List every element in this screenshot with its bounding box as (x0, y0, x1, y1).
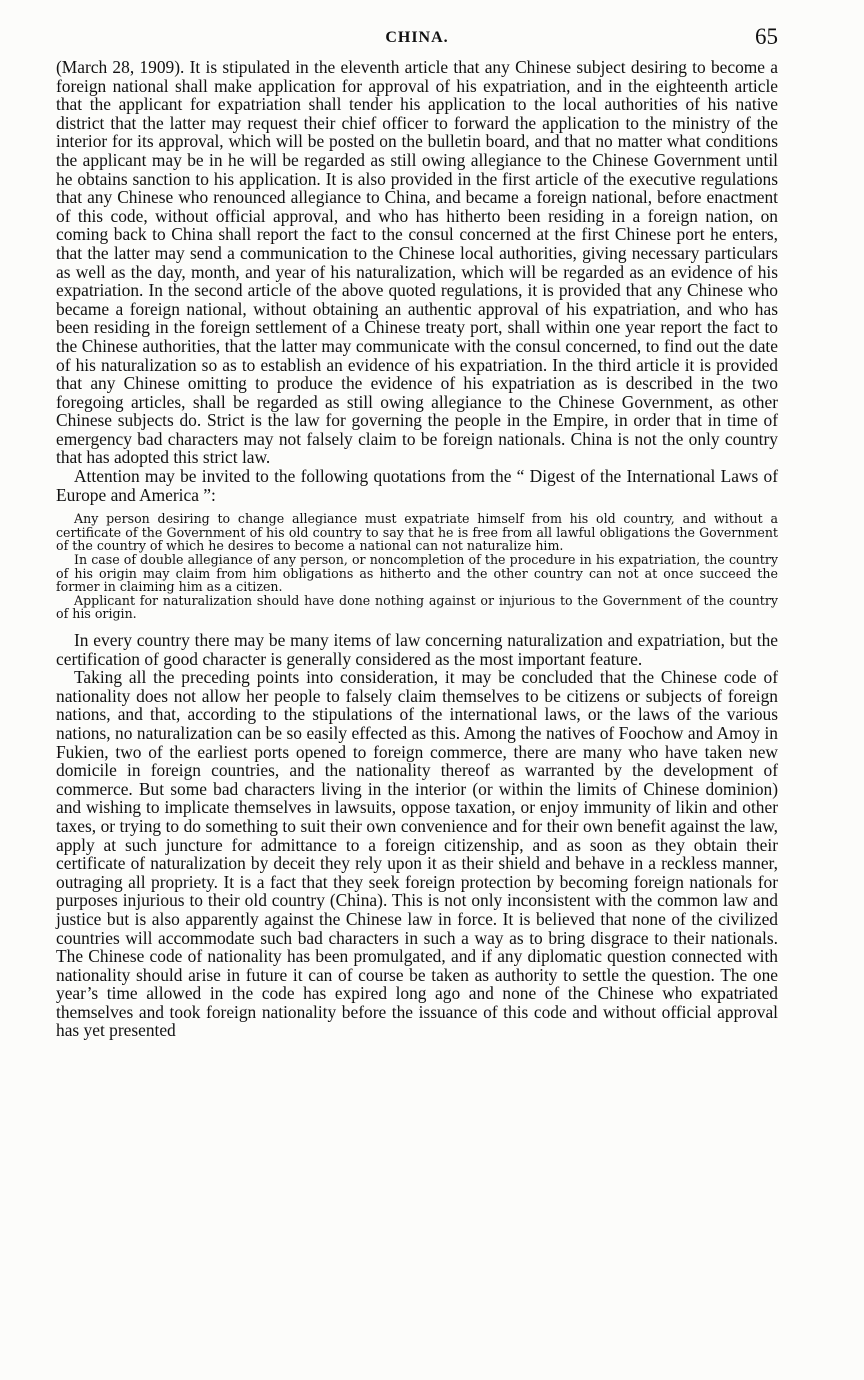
running-title: CHINA. (385, 29, 449, 46)
page-header (56, 22, 778, 58)
quotation: In case of double allegiance of any person, or noncompletion of the procedure in his expatriation, the country of his origin may claim from him obligations as hitherto and the other country can not at once succeed the former in claiming him as a citizen. (56, 552, 778, 595)
paragraph: Attention may be invited to the following quotations from the “ Digest of the International Laws of Europe and America ”: (56, 466, 778, 505)
quotation-block (56, 512, 778, 621)
document-page (56, 22, 778, 1040)
paragraph: In every country there may be many items of law concerning naturalization and expatriation, but the certification of good character is generally considered as the most important feature. (56, 630, 778, 669)
paragraph: (March 28, 1909). It is stipulated in the eleventh article that any Chinese subject desiring to become a foreign national shall make application for approval of his expatriation, and in the eighteenth article that the applicant for expatriation shall tender his application to the local authorities of his native district that the latter may request their chief officer to forward the application to the ministry of the interior for its approval, which will be posted on the bulletin board, and that no matter what conditions the applicant may be in he will be regarded as still owing allegiance to the Chinese Government until he obtains sanction to his application. It is also provided in the first article of the executive regulations that any Chinese who renounced allegiance to China, and became a foreign national, before enactment of this code, without official approval, and who has hitherto been residing in a foreign nation, on coming back to China shall report the fact to the consul concerned at the first Chinese port he enters, that the latter may send a communication to the Chinese local authorities, giving necessary particulars as well as the day, month, and year of his naturalization, which will be regarded as an evidence of his expatriation. In the second article of the above quoted regulations, it is provided that any Chinese who became a foreign national, without obtaining an authentic approval of his expatriation, and who has been residing in the foreign settlement of a Chinese treaty port, shall within one year report the fact to the Chinese authorities, that the latter may communicate with the consul concerned, to find out the date of his naturalization so as to establish an evidence of his expatriation. In the third article it is provided that any Chinese omitting to produce the evidence of his expatriation as is described in the two foregoing articles, shall be regarded as still owing allegiance to the Chinese Government, as other Chinese subjects do. Strict is the law for governing the people in the Empire, in order that in time of emergency bad characters may not falsely claim to be foreign nationals. China is not the only country that has adopted this strict law. (56, 57, 778, 468)
quotation: Applicant for naturalization should have done nothing against or injurious to the Government of the country of his origin. (56, 592, 778, 622)
page-number: 65 (755, 24, 778, 49)
quotation: Any person desiring to change allegiance must expatriate himself from his old country, and without a certificate of the Government of his old country to say that he is free from all lawful obligations the Government of the country of which he desires to become a national can not naturalize him. (56, 511, 778, 554)
paragraph: Taking all the preceding points into consideration, it may be concluded that the Chinese code of nationality does not allow her people to falsely claim themselves to be citizens or subjects of foreign nations, and that, according to the stipulations of the international laws, or the laws of the various nations, no naturalization can be so easily effected as this. Among the natives of Foochow and Amoy in Fukien, two of the earliest ports opened to foreign commerce, there are many who have taken new domicile in foreign countries, and the nationality thereof as warranted by the development of commerce. But some bad characters living in the interior (or within the limits of Chinese dominion) and wishing to implicate themselves in lawsuits, oppose taxation, or enjoy immunity of likin and other taxes, or trying to do something to suit their own convenience and for their own benefit against the law, apply at such juncture for admittance to a foreign citizenship, and as soon as they obtain their certificate of naturalization by deceit they rely upon it as their shield and behave in a reckless manner, outraging all propriety. It is a fact that they seek foreign protection by becoming foreign nationals for purposes injurious to their old country (China). This is not only inconsistent with the common law and justice but is also apparently against the Chinese law in force. It is believed that none of the civilized countries will accommodate such bad characters in such a way as to bring disgrace to their nationals. The Chinese code of nationality has been promulgated, and if any diplomatic question connected with nationality should arise in future it can of course be taken as authority to settle the question. The one year’s time allowed in the code has expired long ago and none of the Chinese who expatriated themselves and took foreign nationality before the issuance of this code and without official approval has yet presented (56, 667, 778, 1041)
